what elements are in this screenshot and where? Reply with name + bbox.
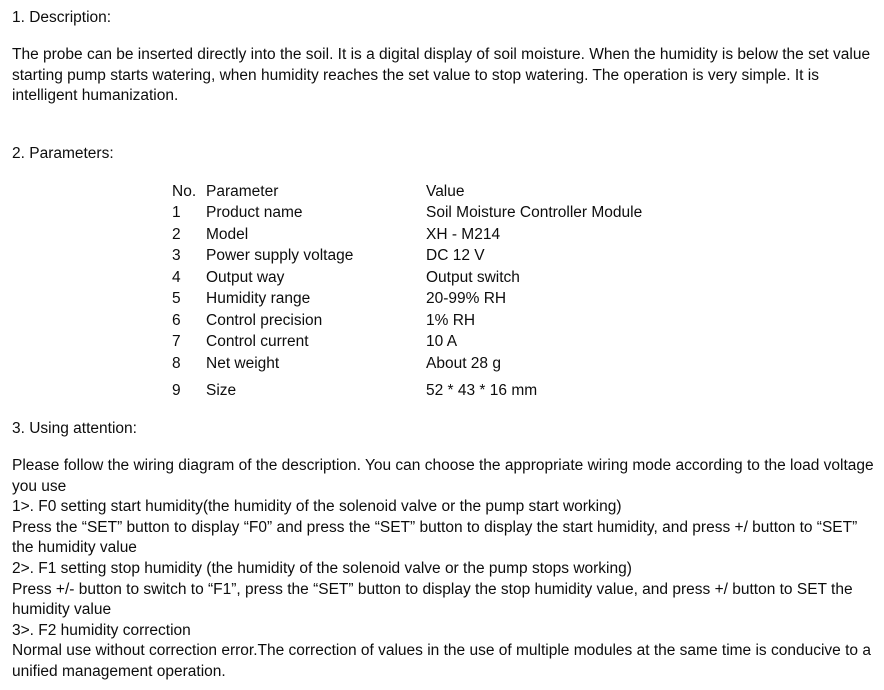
cell-parameter: Control current	[206, 333, 309, 351]
cell-value: Soil Moisture Controller Module	[426, 204, 643, 222]
section-3-paragraph: Press +/- button to switch to “F1”, press the “SET” button to display the stop humidity value, and press +/ button to SET the humidity value	[12, 580, 853, 619]
table-row	[172, 268, 726, 289]
table-row	[172, 246, 726, 267]
header-parameter: Parameter	[206, 183, 279, 200]
cell-no: 8	[172, 354, 181, 372]
table-row	[172, 203, 726, 224]
cell-parameter: Model	[206, 225, 249, 243]
cell-parameter: Humidity range	[206, 290, 311, 308]
section-3-paragraph: Please follow the wiring diagram of the description. You can choose the appropriate wiring mode according to the load voltage you use	[12, 457, 874, 495]
section-3-paragraph: 3>. F2 humidity correction	[12, 621, 191, 639]
cell-value: 10 A	[426, 333, 458, 351]
cell-no: 5	[172, 290, 181, 308]
cell-no: 6	[172, 311, 181, 329]
section-2-heading: 2. Parameters:	[12, 145, 114, 162]
section-3-body	[12, 456, 874, 683]
cell-no: 1	[172, 204, 181, 222]
section-3-heading: 3. Using attention:	[12, 420, 137, 437]
cell-no: 9	[172, 382, 181, 400]
cell-value: 1% RH	[426, 311, 476, 329]
cell-parameter: Net weight	[206, 354, 280, 372]
section-3-paragraph: 1>. F0 setting start humidity(the humidity of the solenoid valve or the pump start working)	[12, 498, 622, 516]
header-value: Value	[426, 183, 465, 200]
table-row	[172, 332, 726, 353]
table-row	[172, 289, 726, 310]
cell-no: 2	[172, 225, 181, 243]
cell-value: 52 * 43 * 16 mm	[426, 382, 538, 400]
section-3-paragraph: 2>. F1 setting stop humidity (the humidity of the solenoid valve or the pump stops working)	[12, 560, 632, 578]
cell-value: 20-99% RH	[426, 290, 507, 308]
section-3-paragraph: Normal use without correction error.The correction of values in the use of multiple modules at the same time is conducive to a unified management operation.	[12, 642, 871, 681]
table-row	[172, 225, 726, 246]
cell-parameter: Product name	[206, 204, 303, 222]
section-1-body: The probe can be inserted directly into the soil. It is a digital display of soil moisture. When the humidity is below the set value starting pump starts watering, when humidity reaches the set value to stop watering. The operation is very simple. It is intelligent humanization.	[12, 46, 871, 105]
cell-parameter: Control precision	[206, 311, 323, 329]
table-row	[172, 375, 726, 402]
parameters-table	[172, 182, 726, 403]
table-row	[172, 354, 726, 375]
cell-parameter: Power supply voltage	[206, 247, 354, 265]
cell-parameter: Output way	[206, 268, 285, 286]
table-row	[172, 311, 726, 332]
parameters-table-body	[172, 182, 726, 403]
cell-no: 7	[172, 333, 181, 351]
cell-value: DC 12 V	[426, 247, 485, 265]
section-3-paragraph: Press the “SET” button to display “F0” and press the “SET” button to display the start humidity, and press +/ button to “SET” the humidity value	[12, 518, 858, 557]
section-1-heading: 1. Description:	[12, 9, 112, 26]
header-no: No.	[172, 183, 197, 200]
cell-no: 3	[172, 247, 181, 265]
cell-value: XH - M214	[426, 225, 501, 243]
cell-parameter: Size	[206, 382, 237, 400]
cell-value: About 28 g	[426, 354, 501, 372]
cell-no: 4	[172, 268, 181, 286]
table-header-row	[172, 182, 726, 203]
cell-value: Output switch	[426, 268, 520, 286]
